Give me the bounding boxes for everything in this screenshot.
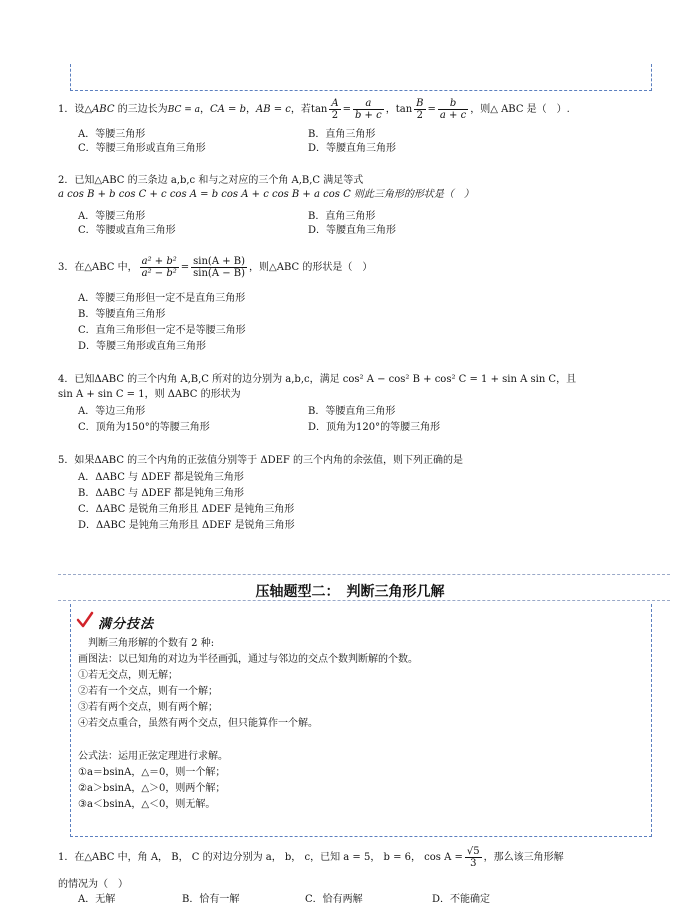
q4-option-d[interactable]: D．顶角为120°的等腰三角形 [308,422,441,433]
technique-badge: 满分技法 [98,617,155,632]
question-4-stem-line2: sin A + sin C = 1，则 ΔABC 的形状为 [58,389,241,400]
top-dashed-box [70,64,652,91]
q4-option-a[interactable]: A．等边三角形 [78,406,146,417]
q5-option-a[interactable]: A．ΔABC 与 ΔDEF 都是锐角三角形 [78,472,244,483]
q2-option-d[interactable]: D．等腰直角三角形 [308,225,397,236]
q1-option-a[interactable]: A．等腰三角形 [78,129,146,140]
technique-line: ④若交点重合，虽然有两个交点，但只能算作一个解。 [78,718,318,729]
technique-line: 画图法：以已知角的对边为半径画弧，通过与邻边的交点个数判断解的个数。 [78,654,418,665]
q1-option-b[interactable]: B．直角三角形 [308,129,376,140]
q1-option-c[interactable]: C．等腰三角形或直角三角形 [78,143,206,154]
question-2-stem-line2: a cos B + b cos C + c cos A = b cos A + c cos B + a cos C 则此三角形的形状是（ ） [58,189,474,200]
q1-option-d[interactable]: D．等腰直角三角形 [308,143,397,154]
technique-line: 公式法：运用正弦定理进行求解。 [78,751,228,762]
q2-option-c[interactable]: C．等腰或直角三角形 [78,225,176,236]
section-top-rule [58,574,670,575]
question-2-stem-line1: 2．已知△ABC 的三条边 a,b,c 和与之对应的三个角 A,B,C 满足等式 [58,175,364,186]
technique-line: ②a＞bsinA，△＞0，则两个解； [78,783,226,794]
q3-option-a[interactable]: A．等腰三角形但一定不是直角三角形 [78,293,246,304]
section-bottom-rule [58,600,670,601]
technique-line: ③若有两个交点，则有两个解； [78,702,218,713]
technique-line: ①a＝bsinA，△＝0，则一个解； [78,767,226,778]
q6-option-d[interactable]: D．不能确定 [432,894,491,905]
q2-option-a[interactable]: A．等腰三角形 [78,211,146,222]
question-6-stem: 1．在△ABC 中，角 A， B， C 的对边分别为 a， b， c，已知 a = 5， b = 6， cos A = $\frac{√5}{3}$ ，那么该三角形解 [58,846,564,869]
q6-option-c[interactable]: C．恰有两解 [305,894,363,905]
q2-option-b[interactable]: B．直角三角形 [308,211,376,222]
technique-line: ②若有一个交点，则有一个解； [78,686,218,697]
technique-line: 判断三角形解的个数有 2 种: [78,638,215,649]
question-3-stem: 3．在△ABC 中， $\frac{\text{a² + b²}}{\text{a² − b²}}$ = $\frac{\sin(A + B)}{\sin(A - B)}$ ，则△ABC 的形状是（ ） [58,256,373,279]
question-1-stem: 1．设△ABC 的三边长为BC = a，CA = b，AB = c，若tan $\frac{A}{2}$ = $\frac{a}{b + c}$ ，tan $\frac{B}{2}$ = $\frac{b}{a + c}$ ，则△ ABC 是（ ）. [58,98,570,121]
q6-option-b[interactable]: B．恰有一解 [182,894,240,905]
question-5-stem: 5．如果ΔABC 的三个内角的正弦值分别等于 ΔDEF 的三个内角的余弦值，则下列正确的是 [58,455,464,466]
q4-option-b[interactable]: B．等腰直角三角形 [308,406,396,417]
technique-line: ③a＜bsinA，△＜0，则无解。 [78,799,216,810]
section-title: 压轴题型二： 判断三角形几解 [255,584,445,600]
question-6-stem-line2: 的情况为（ ） [58,879,128,890]
question-4-stem-line1: 4．已知ΔABC 的三个内角 A,B,C 所对的边分别为 a,b,c，满足 cos² A − cos² B + cos² C = 1 + sin A sin C，且 [58,374,577,385]
q3-option-b[interactable]: B．等腰直角三角形 [78,309,166,320]
q3-option-c[interactable]: C．直角三角形但一定不是等腰三角形 [78,325,246,336]
q3-option-d[interactable]: D．等腰三角形或直角三角形 [78,341,207,352]
checkmark-icon [76,611,94,629]
q5-option-b[interactable]: B．ΔABC 与 ΔDEF 都是钝角三角形 [78,488,244,499]
q5-option-d[interactable]: D．ΔABC 是钝角三角形且 ΔDEF 是锐角三角形 [78,520,295,531]
q5-option-c[interactable]: C．ΔABC 是锐角三角形且 ΔDEF 是钝角三角形 [78,504,295,515]
q6-option-a[interactable]: A．无解 [78,894,116,905]
q4-option-c[interactable]: C．顶角为150°的等腰三角形 [78,422,210,433]
technique-line: ①若无交点，则无解； [78,670,178,681]
